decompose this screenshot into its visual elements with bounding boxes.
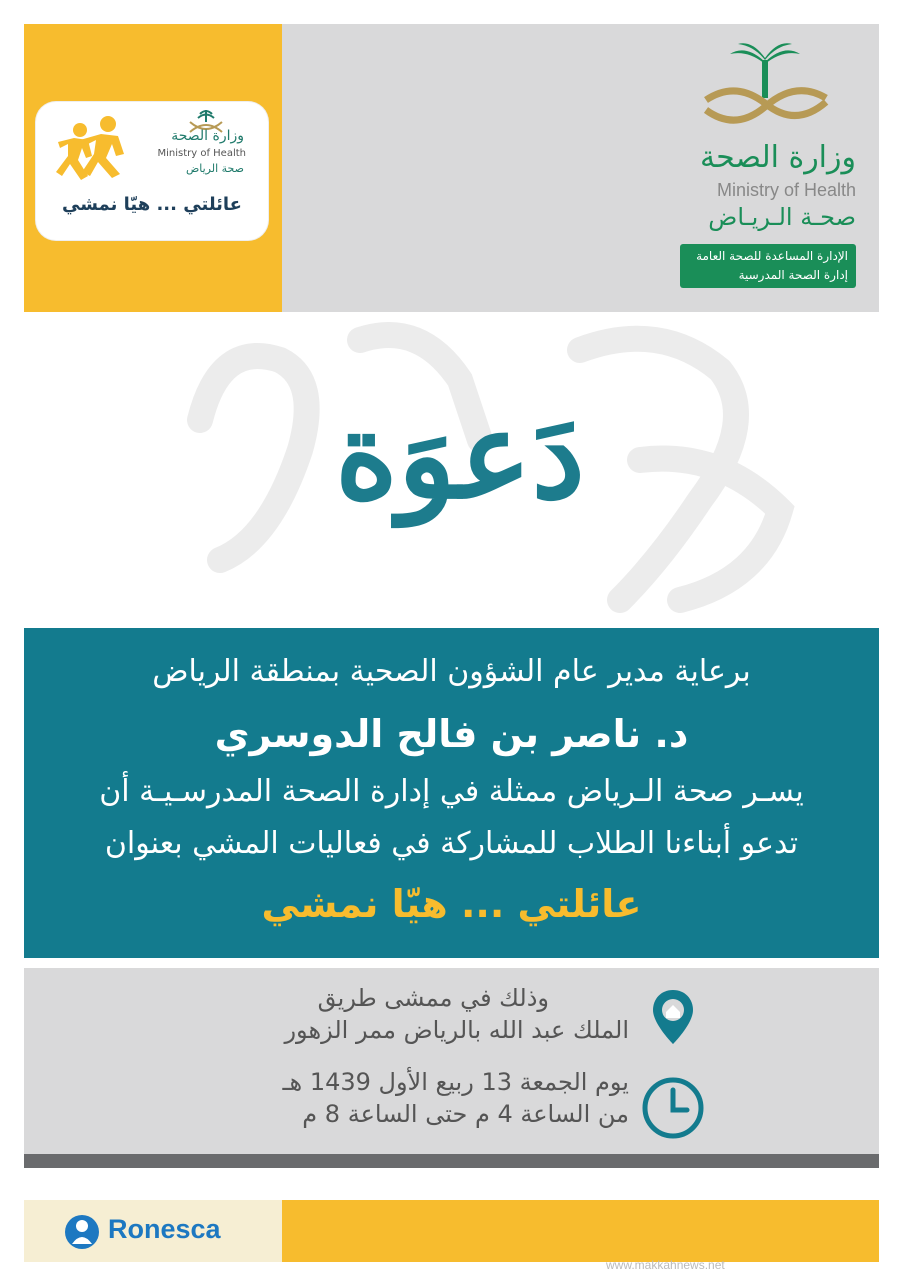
ministry-emblem-icon xyxy=(696,40,836,132)
department-line-2: إدارة الصحة المدرسية xyxy=(738,268,848,282)
ministry-name-en: Ministry of Health xyxy=(716,180,856,200)
patron-name: د. ناصر بن فالح الدوسري xyxy=(214,712,689,756)
ronesca-logo-icon xyxy=(64,1214,100,1250)
body-line-2: تدعو أبناءنا الطلاب للمشاركة في فعاليات المشي بعنوان xyxy=(104,826,799,861)
department-label xyxy=(680,244,856,288)
badge-ministry-en: Ministry of Health xyxy=(157,148,246,159)
details-divider-bar xyxy=(24,1154,879,1168)
ministry-name-ar: وزارة الصحة xyxy=(700,140,856,175)
invitation-body-panel xyxy=(24,628,879,958)
location-line-1: وذلك في ممشى طريق xyxy=(317,984,549,1012)
body-line-1: يسـر صحة الـرياض ممثلة في إدارة الصحة المدرسـيـة أن xyxy=(99,774,804,809)
department-line-1: الإدارة المساعدة للصحة العامة xyxy=(696,249,848,263)
time-line-1: يوم الجمعة 13 ربيع الأول 1439 هـ xyxy=(282,1068,629,1096)
patron-line: برعاية مدير عام الشؤون الصحية بمنطقة الرياض xyxy=(152,654,751,689)
time-line-2: من الساعة 4 م حتى الساعة 8 م xyxy=(302,1100,629,1128)
ronesca-brand-name: Ronesca xyxy=(108,1214,221,1244)
badge-riyadh-ar: صحة الرياض xyxy=(185,162,244,175)
badge-slogan: عائلتي ... هيّا نمشي xyxy=(62,194,242,215)
location-pin-icon xyxy=(650,988,696,1046)
badge-ministry-ar: وزارة الصحة xyxy=(171,128,244,144)
event-details-panel xyxy=(24,968,879,1154)
walking-campaign-badge xyxy=(36,102,268,240)
event-slogan: عائلتي ... هيّا نمشي xyxy=(261,882,642,926)
runners-icon xyxy=(46,114,146,194)
clock-icon xyxy=(641,1076,705,1140)
footer-yellow-panel xyxy=(282,1200,879,1262)
invitation-heading: دَعوَة xyxy=(335,385,585,526)
location-line-2: الملك عبد الله بالرياض ممر الزهور xyxy=(284,1016,629,1044)
site-watermark: www.makkahnews.net xyxy=(606,1258,725,1272)
riyadh-health-ar: صحـة الـريـاض xyxy=(708,203,856,231)
